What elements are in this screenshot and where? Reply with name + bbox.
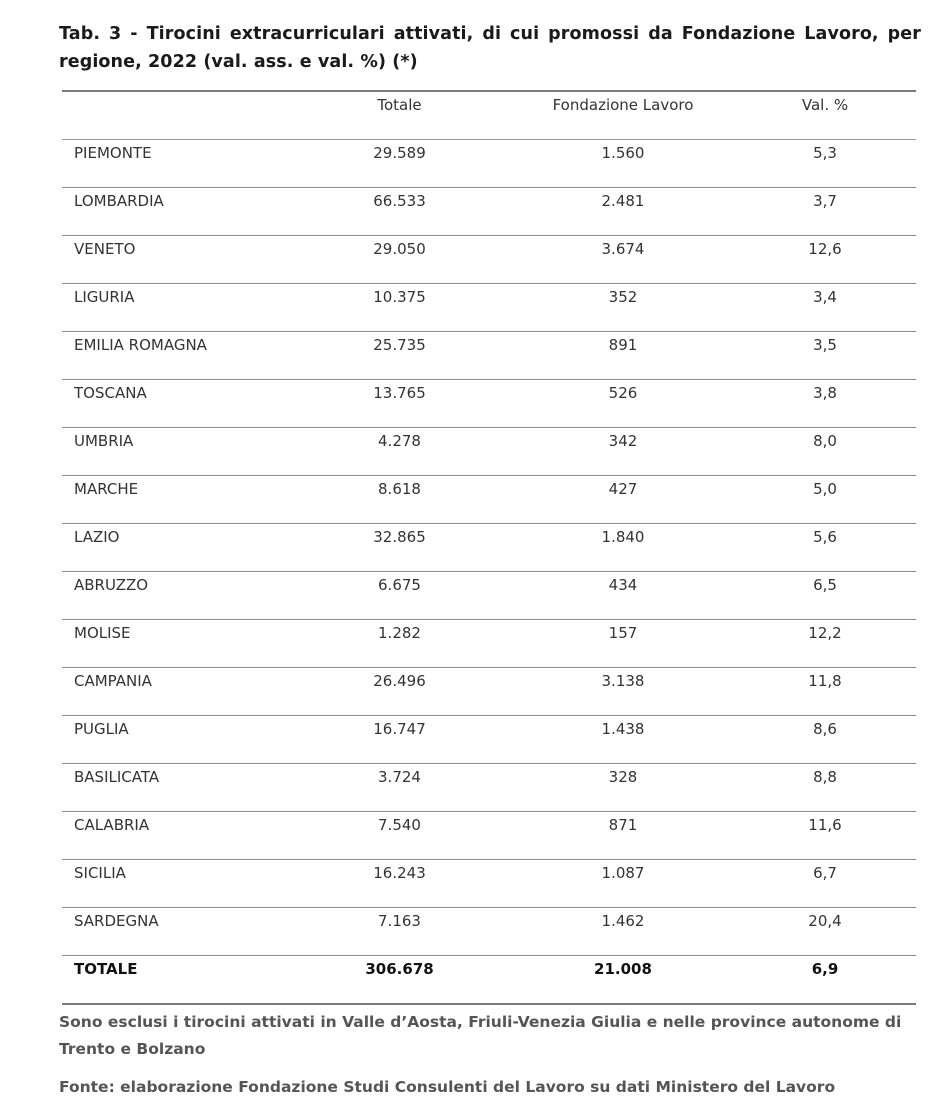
header-val-percent: Val. % bbox=[734, 91, 916, 140]
table-row bbox=[62, 620, 916, 668]
cell-region: PUGLIA bbox=[62, 716, 287, 764]
cell-fondazione-lavoro: 342 bbox=[512, 428, 734, 476]
total-row bbox=[62, 956, 916, 1005]
cell-val-percent: 11,8 bbox=[734, 668, 916, 716]
table-row bbox=[62, 668, 916, 716]
cell-totale: 29.589 bbox=[287, 140, 512, 188]
table-row bbox=[62, 188, 916, 236]
cell-fondazione-lavoro: 1.560 bbox=[512, 140, 734, 188]
cell-fondazione-lavoro: 157 bbox=[512, 620, 734, 668]
cell-totale: 25.735 bbox=[287, 332, 512, 380]
cell-region: MARCHE bbox=[62, 476, 287, 524]
cell-fondazione-lavoro: 871 bbox=[512, 812, 734, 860]
table-row bbox=[62, 524, 916, 572]
table-row bbox=[62, 860, 916, 908]
cell-region: LAZIO bbox=[62, 524, 287, 572]
cell-fondazione-lavoro: 526 bbox=[512, 380, 734, 428]
cell-totale: 4.278 bbox=[287, 428, 512, 476]
header-fondazione-lavoro: Fondazione Lavoro bbox=[512, 91, 734, 140]
cell-val-percent: 11,6 bbox=[734, 812, 916, 860]
cell-val-percent: 8,0 bbox=[734, 428, 916, 476]
cell-region: EMILIA ROMAGNA bbox=[62, 332, 287, 380]
cell-region: BASILICATA bbox=[62, 764, 287, 812]
cell-totale: 7.163 bbox=[287, 908, 512, 956]
cell-fondazione-lavoro: 1.840 bbox=[512, 524, 734, 572]
cell-val-percent: 6,7 bbox=[734, 860, 916, 908]
table-row bbox=[62, 716, 916, 764]
cell-fondazione-lavoro: 352 bbox=[512, 284, 734, 332]
table-row bbox=[62, 380, 916, 428]
table-row bbox=[62, 572, 916, 620]
table-row bbox=[62, 140, 916, 188]
cell-totale: 29.050 bbox=[287, 236, 512, 284]
cell-val-percent: 8,6 bbox=[734, 716, 916, 764]
cell-region: UMBRIA bbox=[62, 428, 287, 476]
cell-val-percent: 5,3 bbox=[734, 140, 916, 188]
table-row bbox=[62, 764, 916, 812]
cell-fondazione-lavoro: 891 bbox=[512, 332, 734, 380]
cell-val-percent: 12,2 bbox=[734, 620, 916, 668]
total-cell-region: TOTALE bbox=[62, 956, 287, 1005]
total-cell-totale: 306.678 bbox=[287, 956, 512, 1005]
cell-totale: 32.865 bbox=[287, 524, 512, 572]
table-row bbox=[62, 332, 916, 380]
cell-fondazione-lavoro: 1.087 bbox=[512, 860, 734, 908]
cell-val-percent: 3,4 bbox=[734, 284, 916, 332]
cell-region: ABRUZZO bbox=[62, 572, 287, 620]
cell-totale: 13.765 bbox=[287, 380, 512, 428]
cell-fondazione-lavoro: 3.138 bbox=[512, 668, 734, 716]
cell-val-percent: 12,6 bbox=[734, 236, 916, 284]
cell-fondazione-lavoro: 427 bbox=[512, 476, 734, 524]
header-row bbox=[62, 91, 916, 140]
cell-val-percent: 20,4 bbox=[734, 908, 916, 956]
table-title: Tab. 3 - Tirocini extracurriculari attivati, di cui promossi da Fondazione Lavoro, per regione, 2022 (val. ass. e val. %) (*) bbox=[59, 24, 921, 72]
cell-fondazione-lavoro: 328 bbox=[512, 764, 734, 812]
cell-fondazione-lavoro: 434 bbox=[512, 572, 734, 620]
source-note: Fonte: elaborazione Fondazione Studi Consulenti del Lavoro su dati Ministero del Lavoro bbox=[59, 1078, 836, 1096]
table-row bbox=[62, 284, 916, 332]
cell-totale: 8.618 bbox=[287, 476, 512, 524]
cell-totale: 7.540 bbox=[287, 812, 512, 860]
cell-val-percent: 8,8 bbox=[734, 764, 916, 812]
cell-fondazione-lavoro: 1.462 bbox=[512, 908, 734, 956]
cell-region: PIEMONTE bbox=[62, 140, 287, 188]
data-table bbox=[62, 90, 916, 1005]
cell-val-percent: 6,5 bbox=[734, 572, 916, 620]
cell-val-percent: 3,5 bbox=[734, 332, 916, 380]
cell-totale: 10.375 bbox=[287, 284, 512, 332]
table-row bbox=[62, 812, 916, 860]
cell-totale: 1.282 bbox=[287, 620, 512, 668]
table-row bbox=[62, 908, 916, 956]
cell-region: CALABRIA bbox=[62, 812, 287, 860]
cell-totale: 16.747 bbox=[287, 716, 512, 764]
cell-val-percent: 5,0 bbox=[734, 476, 916, 524]
cell-region: LIGURIA bbox=[62, 284, 287, 332]
table-body bbox=[62, 140, 916, 1005]
cell-fondazione-lavoro: 3.674 bbox=[512, 236, 734, 284]
cell-region: SARDEGNA bbox=[62, 908, 287, 956]
cell-fondazione-lavoro: 1.438 bbox=[512, 716, 734, 764]
cell-totale: 16.243 bbox=[287, 860, 512, 908]
table-row bbox=[62, 428, 916, 476]
cell-region: CAMPANIA bbox=[62, 668, 287, 716]
footnote: Sono esclusi i tirocini attivati in Valle d’Aosta, Friuli-Venezia Giulia e nelle province autonome di Trento e Bolzano bbox=[59, 1013, 902, 1058]
cell-region: TOSCANA bbox=[62, 380, 287, 428]
total-cell-val-percent: 6,9 bbox=[734, 956, 916, 1005]
cell-totale: 3.724 bbox=[287, 764, 512, 812]
cell-totale: 6.675 bbox=[287, 572, 512, 620]
table-row bbox=[62, 476, 916, 524]
cell-totale: 26.496 bbox=[287, 668, 512, 716]
cell-region: SICILIA bbox=[62, 860, 287, 908]
cell-region: VENETO bbox=[62, 236, 287, 284]
header-region bbox=[62, 91, 287, 140]
header-totale: Totale bbox=[287, 91, 512, 140]
cell-totale: 66.533 bbox=[287, 188, 512, 236]
cell-val-percent: 3,8 bbox=[734, 380, 916, 428]
cell-val-percent: 5,6 bbox=[734, 524, 916, 572]
cell-fondazione-lavoro: 2.481 bbox=[512, 188, 734, 236]
total-cell-fondazione-lavoro: 21.008 bbox=[512, 956, 734, 1005]
table-row bbox=[62, 236, 916, 284]
cell-region: LOMBARDIA bbox=[62, 188, 287, 236]
cell-region: MOLISE bbox=[62, 620, 287, 668]
cell-val-percent: 3,7 bbox=[734, 188, 916, 236]
